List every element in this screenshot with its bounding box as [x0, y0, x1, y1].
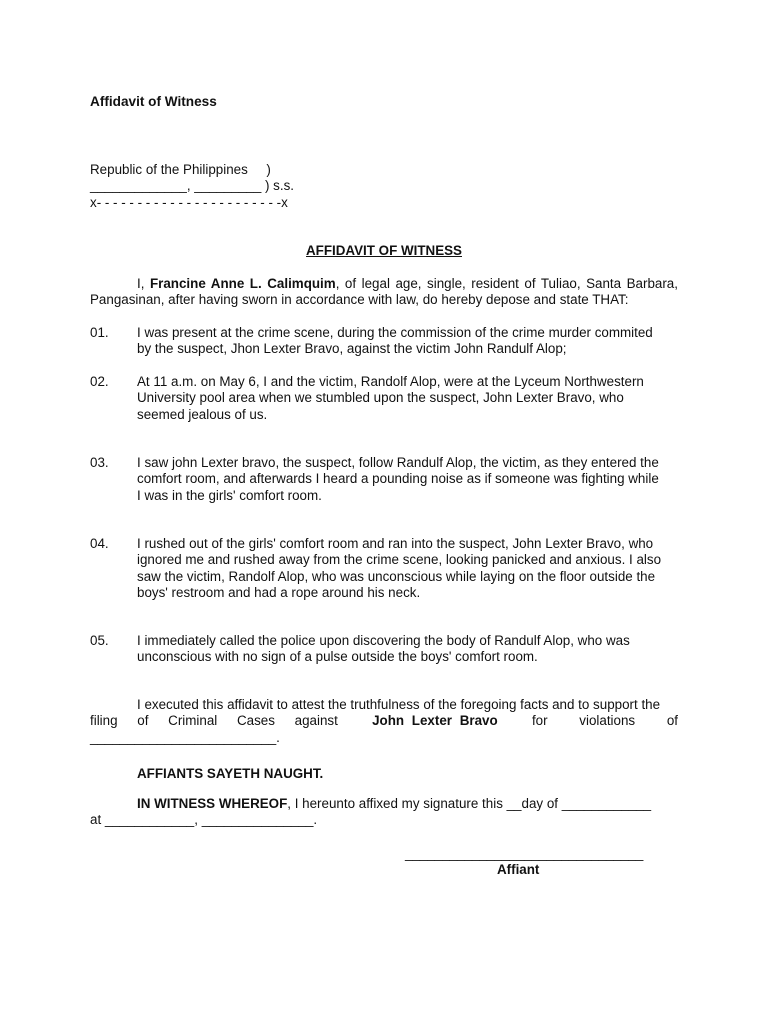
intro-paragraph [90, 276, 678, 309]
statement-line: seemed jealous of us. [137, 406, 268, 422]
statement-line: I was in the girls' comfort room. [137, 487, 322, 503]
statement-item [90, 633, 678, 666]
statement-line: comfort room, and afterwards I heard a pounding noise as if someone was fighting while [137, 471, 659, 487]
statement-line: by the suspect, Jhon Lexter Bravo, against the victim John Randulf Alop; [137, 341, 567, 357]
intro-post: , of legal age, single, resident of Tuliao, Santa Barbara, Pangasinan, after having sworn in accordance with law, do hereby depose and state THAT: [90, 276, 678, 308]
venue-line-place: _____________, _________ ) s.s. [90, 178, 295, 194]
statement-item [90, 325, 678, 358]
statement-item [90, 374, 678, 423]
statement-line: I rushed out of the girls' comfort room and ran into the suspect, John Lexter Bravo, who [137, 536, 654, 551]
closing-line-cases [90, 713, 678, 729]
closing-paragraph [90, 697, 678, 746]
closing-filing-text: filing of Criminal Cases against [90, 713, 338, 729]
witness-location-line: at ____________, _______________. [90, 812, 318, 828]
sayeth-naught: AFFIANTS SAYETH NAUGHT. [137, 766, 324, 781]
document-title: Affidavit of Witness [90, 94, 217, 109]
statement-number: 05. [90, 633, 109, 648]
venue-line-divider: x- - - - - - - - - - - - - - - - - - - - - - -x [90, 194, 288, 210]
statement-line: unconscious with no sign of a pulse outside the boys' comfort room. [137, 649, 538, 665]
statement-line: I saw john Lexter bravo, the suspect, follow Randulf Alop, the victim, as they entered the [137, 455, 659, 470]
closing-line: I executed this affidavit to attest the truthfulness of the foregoing facts and to support the [137, 697, 661, 712]
statement-item [90, 455, 678, 504]
witness-whereof-paragraph [90, 796, 678, 829]
affiant-name: Francine Anne L. Calimquim [149, 276, 336, 291]
statement-line: University pool area when we stumbled upon the suspect, John Lexter Bravo, who [137, 390, 624, 406]
affidavit-heading: AFFIDAVIT OF WITNESS [306, 243, 462, 258]
statement-line: saw the victim, Randolf Alop, who was unconscious while laying on the floor outside the [137, 568, 656, 584]
venue-block [90, 162, 294, 211]
statement-line: boys' restroom and had a rope around his neck. [137, 585, 421, 601]
statement-line: ignored me and rushed away from the crime scene, looking panicked and anxious. I also [137, 552, 662, 568]
statement-number: 02. [90, 374, 109, 389]
witness-whereof-label: IN WITNESS WHEREOF [137, 796, 288, 811]
statement-line: At 11 a.m. on May 6, I and the victim, Randolf Alop, were at the Lyceum Northwestern [137, 374, 644, 389]
statement-item [90, 536, 678, 602]
statement-number: 04. [90, 536, 109, 551]
affiant-label: Affiant [497, 862, 540, 877]
statement-line: I was present at the crime scene, during the commission of the crime murder commited [137, 325, 653, 340]
statement-number: 03. [90, 455, 109, 470]
witness-whereof-text: , I hereunto affixed my signature this __day of ____________ [287, 796, 652, 811]
statement-number: 01. [90, 325, 109, 340]
signature-line: ________________________________ [405, 846, 644, 861]
venue-line-country: Republic of the Philippines ) [90, 162, 271, 177]
intro-pre: I, [137, 276, 150, 291]
closing-violations-blank: _________________________. [90, 729, 280, 745]
statement-line: I immediately called the police upon discovering the body of Randulf Alop, who was [137, 633, 630, 648]
closing-violations-text: for violations of [531, 713, 678, 729]
accused-name: John Lexter Bravo [372, 713, 498, 729]
